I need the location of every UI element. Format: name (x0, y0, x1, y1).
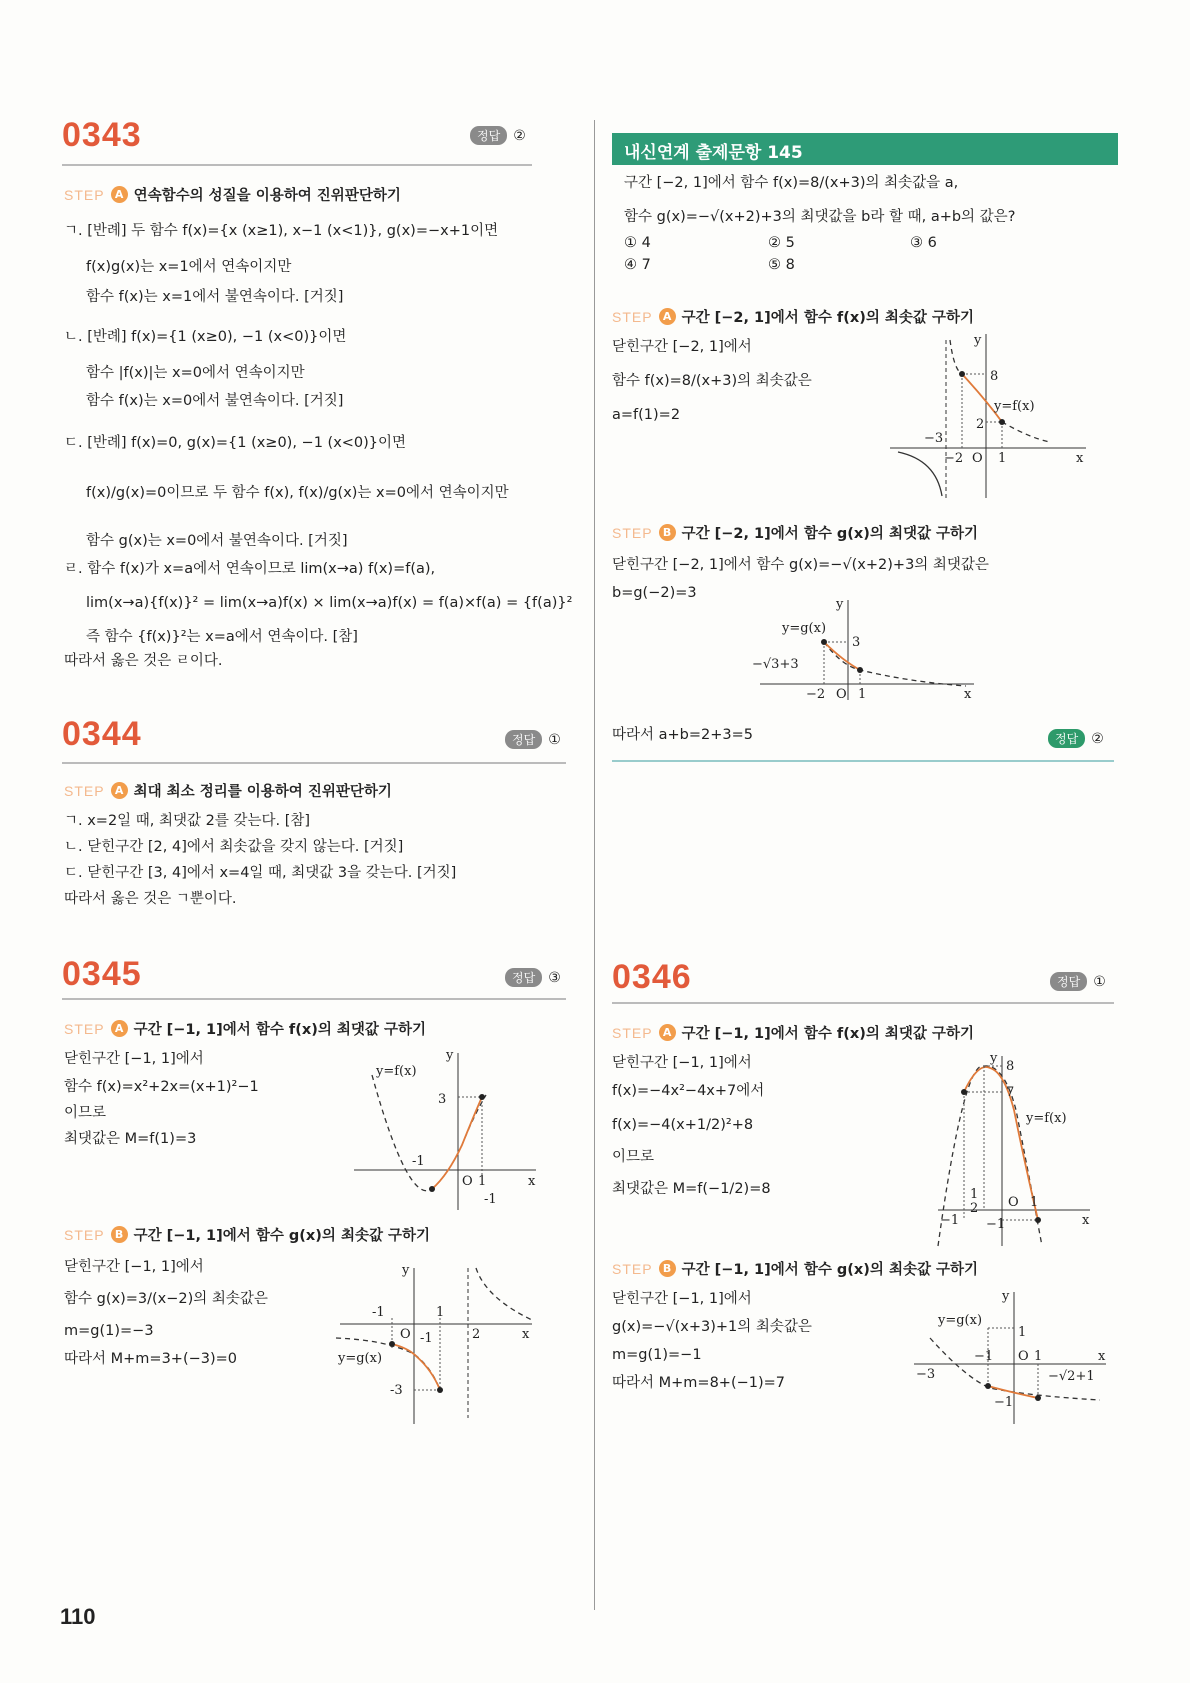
line-0344-3: ㄷ. 닫힌구간 [3, 4]에서 x=4일 때, 최댓값 3을 갖는다. [거짓] (64, 865, 457, 881)
naesin-band (612, 133, 1118, 165)
line-0343-5: 함수 |f(x)|는 x=0에서 연속이지만 (86, 365, 305, 381)
graph-mark: −√2+1 (1048, 1369, 1095, 1384)
svg-text:x: x (1082, 1213, 1090, 1228)
svg-text:y: y (446, 1048, 454, 1063)
svg-text:y: y (990, 1051, 998, 1066)
svg-text:1: 1 (998, 451, 1007, 466)
page-number: 110 (60, 1604, 96, 1629)
line-0346-b2: g(x)=−√(x+3)+1의 최솟값은 (612, 1319, 812, 1335)
svg-text:−2: −2 (944, 451, 964, 466)
graph-label: y=f(x) (994, 399, 1035, 414)
tick-label: -3 (390, 1383, 403, 1398)
line-0343-2: f(x)g(x)는 x=1에서 연속이지만 (86, 259, 292, 275)
line-0346-a3: f(x)=−4(x+1/2)²+8 (612, 1117, 754, 1133)
answer-0346 (1050, 972, 1106, 991)
line-0345-a1: 닫힌구간 [−1, 1]에서 (64, 1051, 204, 1067)
question-line-1: 구간 [−2, 1]에서 함수 f(x)=8/(x+3)의 최솟값을 a, (624, 175, 959, 191)
svg-text:x: x (522, 1327, 530, 1342)
point (1035, 1395, 1041, 1401)
line-0343-7: ㄷ. [반례] f(x)=0, g(x)={1 (x≥0), −1 (x<0)}이면 (64, 435, 407, 451)
step-b-icon: B (659, 524, 676, 541)
point (857, 667, 863, 673)
answer-label: 정답 (470, 126, 507, 145)
point (429, 1186, 435, 1192)
svg-text:2: 2 (970, 1201, 979, 1216)
line-0346-a2: f(x)=−4x²−4x+7에서 (612, 1083, 765, 1099)
line-0344-4: 따라서 옳은 것은 ㄱ뿐이다. (64, 891, 237, 907)
line-0343-10: ㄹ. 함수 f(x)가 x=a에서 연속이므로 lim(x→a) f(x)=f(a), (64, 561, 436, 577)
problem-number-0345: 0345 (62, 955, 142, 993)
answer-value: ② (1091, 730, 1104, 747)
svg-text:y: y (402, 1263, 410, 1278)
graph-label: y=g(x) (338, 1351, 383, 1366)
step-b-0345: STEP B 구간 [−1, 1]에서 함수 g(x)의 최솟값 구하기 (64, 1224, 430, 1245)
answer-value: ② (513, 127, 526, 144)
svg-text:O: O (462, 1174, 473, 1189)
step-b-0346: STEP B 구간 [−1, 1]에서 함수 g(x)의 최솟값 구하기 (612, 1258, 978, 1279)
svg-text:O: O (836, 687, 847, 702)
line-0345-b2: 함수 g(x)=3/(x−2)의 최솟값은 (64, 1291, 268, 1307)
step-a-icon: A (659, 308, 676, 325)
line-naesin-a1: 닫힌구간 [−2, 1]에서 (612, 339, 752, 355)
band-label: 내신연계 출제문항 145 (624, 143, 803, 163)
line-0345-b1: 닫힌구간 [−1, 1]에서 (64, 1259, 204, 1275)
line-0343-8: f(x)/g(x)=0이므로 두 함수 f(x), f(x)/g(x)는 x=0에서 연속이지만 (86, 485, 509, 501)
line-0346-a1: 닫힌구간 [−1, 1]에서 (612, 1055, 752, 1071)
svg-text:x: x (1098, 1349, 1106, 1364)
svg-text:y: y (1002, 1289, 1010, 1304)
point (959, 371, 965, 377)
answer-0343 (470, 126, 526, 145)
line-0345-b3: m=g(1)=−3 (64, 1323, 154, 1339)
problem-number-0344: 0344 (62, 715, 142, 753)
svg-text:1: 1 (970, 1187, 979, 1202)
svg-text:x: x (964, 687, 972, 702)
step-title: 연속함수의 성질을 이용하여 진위판단하기 (133, 188, 401, 204)
point (1035, 1217, 1041, 1223)
svg-text:8: 8 (990, 369, 999, 384)
answer-value: ① (1093, 973, 1106, 990)
tick-label: 1 (478, 1174, 487, 1189)
svg-text:O: O (400, 1327, 411, 1342)
point (821, 639, 827, 645)
step-a-0344: STEP A 최대 최소 정리를 이용하여 진위판단하기 (64, 780, 392, 801)
answer-0345 (505, 968, 561, 987)
divider (62, 762, 566, 764)
svg-text:O: O (1018, 1349, 1029, 1364)
line-0344-1: ㄱ. x=2일 때, 최댓값 2를 갖는다. [참] (64, 813, 311, 829)
point (985, 1383, 991, 1389)
step-title: 구간 [−1, 1]에서 함수 g(x)의 최솟값 구하기 (133, 1228, 431, 1244)
line-0344-2: ㄴ. 닫힌구간 [2, 4]에서 최솟값을 갖지 않는다. [거짓] (64, 839, 404, 855)
step-title: 구간 [−1, 1]에서 함수 g(x)의 최솟값 구하기 (681, 1262, 979, 1278)
step-a-icon: A (111, 1020, 128, 1037)
svg-text:−3: −3 (916, 1367, 936, 1382)
line-0343-12: 즉 함수 {f(x)}²는 x=a에서 연속이다. [참] (86, 629, 358, 645)
answer-label: 정답 (505, 968, 542, 987)
svg-text:O: O (972, 451, 983, 466)
divider (62, 998, 566, 1000)
svg-text:8: 8 (1006, 1059, 1015, 1074)
divider (612, 760, 1114, 762)
svg-text:−1: −1 (940, 1213, 960, 1228)
tick-label: -1 (412, 1154, 425, 1169)
graph-label: y=f(x) (1026, 1111, 1067, 1126)
point (961, 1089, 967, 1095)
tick-label: 1 (436, 1305, 445, 1320)
step-title: 구간 [−2, 1]에서 함수 g(x)의 최댓값 구하기 (681, 526, 979, 542)
graph-0346-f (934, 1050, 1094, 1250)
line-0345-a4: 최댓값은 M=f(1)=3 (64, 1131, 197, 1147)
tick-label: -1 (484, 1192, 497, 1207)
step-a-0343: STEP A 연속함수의 성질을 이용하여 진위판단하기 (64, 184, 401, 205)
step-title: 구간 [−1, 1]에서 함수 f(x)의 최댓값 구하기 (681, 1026, 974, 1042)
curve-right (476, 1268, 532, 1320)
line-naesin-a3: a=f(1)=2 (612, 407, 681, 423)
curve-left (898, 452, 942, 496)
line-0346-b3: m=g(1)=−1 (612, 1347, 702, 1363)
line-0346-a4: 이므로 (612, 1149, 655, 1165)
tick-label: -1 (372, 1305, 385, 1320)
line-naesin-b1: 닫힌구간 [−2, 1]에서 함수 g(x)=−√(x+2)+3의 최댓값은 (612, 557, 989, 573)
svg-text:2: 2 (976, 417, 985, 432)
svg-text:1: 1 (1018, 1325, 1027, 1340)
answer-label: 정답 (1048, 729, 1085, 748)
svg-text:−1: −1 (994, 1395, 1014, 1410)
step-title: 구간 [−2, 1]에서 함수 f(x)의 최솟값 구하기 (681, 310, 974, 326)
line-0343-3: 함수 f(x)는 x=1에서 불연속이다. [거짓] (86, 289, 344, 305)
step-a-icon: A (111, 186, 128, 203)
answer-naesin (1048, 729, 1104, 748)
line-0343-4: ㄴ. [반례] f(x)={1 (x≥0), −1 (x<0)}이면 (64, 329, 347, 345)
tick-label: 2 (472, 1327, 481, 1342)
step-a-icon: A (111, 782, 128, 799)
divider (62, 164, 532, 166)
svg-text:−1: −1 (974, 1349, 994, 1364)
line-0343-1: ㄱ. [반례] 두 함수 f(x)={x (x≥1), x−1 (x<1)}, g(x)=−x+1이면 (64, 223, 499, 239)
curve-dashed (950, 340, 1050, 442)
choice-4: ④ 7 (624, 257, 651, 273)
column-divider (594, 120, 595, 1610)
svg-text:1: 1 (858, 687, 867, 702)
step-b-icon: B (111, 1226, 128, 1243)
tick-label: 3 (438, 1092, 447, 1107)
step-a-naesin: STEP A 구간 [−2, 1]에서 함수 f(x)의 최솟값 구하기 (612, 306, 974, 327)
point (479, 1094, 485, 1100)
answer-label: 정답 (1050, 972, 1087, 991)
line-0345-a3: 이므로 (64, 1105, 107, 1121)
line-0343-6: 함수 f(x)는 x=0에서 불연속이다. [거짓] (86, 393, 344, 409)
graph-naesin-g (750, 596, 980, 706)
point (999, 419, 1005, 425)
svg-text:−2: −2 (806, 687, 826, 702)
answer-value: ③ (548, 969, 561, 986)
line-naesin-b2: b=g(−2)=3 (612, 585, 697, 601)
step-a-0345: STEP A 구간 [−1, 1]에서 함수 f(x)의 최댓값 구하기 (64, 1018, 426, 1039)
answer-value: ① (548, 731, 561, 748)
point (437, 1387, 443, 1393)
svg-text:−3: −3 (924, 431, 944, 446)
graph-label: y=g(x) (938, 1313, 983, 1328)
line-0343-11: lim(x→a){f(x)}² = lim(x→a)f(x) × lim(x→a)f(x) = f(a)×f(a) = {f(a)}² (86, 595, 573, 611)
problem-number-0343: 0343 (62, 116, 142, 154)
svg-text:y: y (836, 597, 844, 612)
graph-label: y=f(x) (376, 1064, 417, 1079)
line-0345-a2: 함수 f(x)=x²+2x=(x+1)²−1 (64, 1079, 259, 1095)
answer-label: 정답 (505, 730, 542, 749)
curve-dashed (824, 642, 966, 686)
line-0345-b4: 따라서 M+m=3+(−3)=0 (64, 1351, 238, 1367)
svg-text:1: 1 (1034, 1349, 1043, 1364)
line-0346-a5: 최댓값은 M=f(−1/2)=8 (612, 1181, 771, 1197)
line-0343-13: 따라서 옳은 것은 ㄹ이다. (64, 653, 223, 669)
svg-text:x: x (1076, 451, 1084, 466)
step-a-icon: A (659, 1024, 676, 1041)
graph-0346-g (910, 1288, 1110, 1428)
choice-1: ① 4 (624, 235, 651, 251)
choice-2: ② 5 (768, 235, 795, 251)
problem-number-0346: 0346 (612, 958, 692, 996)
svg-text:3: 3 (852, 635, 861, 650)
curve-interval (432, 1097, 482, 1189)
choice-3: ③ 6 (910, 235, 937, 251)
graph-0345-f (350, 1045, 540, 1215)
step-title: 최대 최소 정리를 이용하여 진위판단하기 (133, 784, 392, 800)
point (389, 1341, 395, 1347)
conclusion: 따라서 a+b=2+3=5 (612, 727, 753, 743)
svg-text:1: 1 (1030, 1195, 1039, 1210)
line-0343-9: 함수 g(x)는 x=0에서 불연속이다. [거짓] (86, 533, 348, 549)
answer-0344 (505, 730, 561, 749)
graph-label: y=g(x) (782, 621, 827, 636)
svg-text:y: y (974, 333, 982, 348)
graph-naesin-f (890, 330, 1090, 500)
step-a-0346: STEP A 구간 [−1, 1]에서 함수 f(x)의 최댓값 구하기 (612, 1022, 974, 1043)
line-0346-b4: 따라서 M+m=8+(−1)=7 (612, 1375, 786, 1391)
tick-label: -1 (420, 1331, 433, 1346)
question-line-2: 함수 g(x)=−√(x+2)+3의 최댓값을 b라 할 때, a+b의 값은? (624, 209, 1016, 225)
svg-text:−1: −1 (986, 1217, 1006, 1232)
line-0346-b1: 닫힌구간 [−1, 1]에서 (612, 1291, 752, 1307)
svg-text:x: x (528, 1174, 536, 1189)
graph-0345-g (336, 1258, 536, 1428)
step-b-naesin: STEP B 구간 [−2, 1]에서 함수 g(x)의 최댓값 구하기 (612, 522, 978, 543)
graph-mark: −√3+3 (752, 657, 799, 672)
choice-5: ⑤ 8 (768, 257, 795, 273)
line-naesin-a2: 함수 f(x)=8/(x+3)의 최솟값은 (612, 373, 812, 389)
step-b-icon: B (659, 1260, 676, 1277)
svg-text:O: O (1008, 1195, 1019, 1210)
svg-text:7: 7 (1006, 1085, 1015, 1100)
divider (612, 1002, 1114, 1004)
step-title: 구간 [−1, 1]에서 함수 f(x)의 최댓값 구하기 (133, 1022, 426, 1038)
